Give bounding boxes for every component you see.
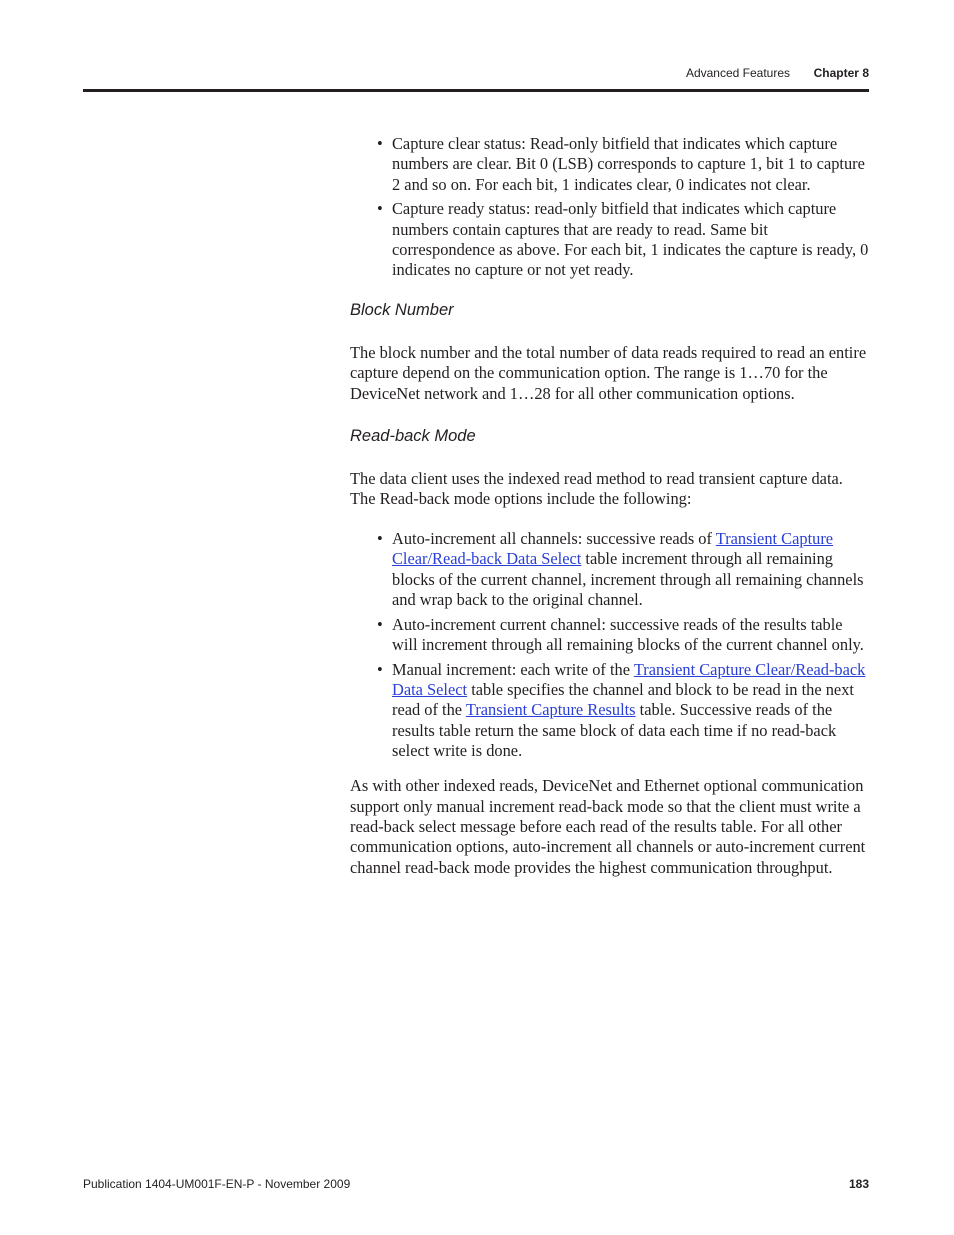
list-item (377, 199, 870, 280)
main-content (350, 134, 870, 878)
bullet-text: Capture ready status: read-only bitfield that indicates which capture numbers contain captures that are ready to read. Same bit correspondence as above. For each bit, 1 indicates the capture is ready, 0 indicates no capture or not yet ready. (392, 199, 869, 280)
page-header (83, 66, 869, 82)
readback-closing-paragraph: As with other indexed reads, DeviceNet and Ethernet optional communication support only manual increment read-back mode so that the client must write a read-back select message before each read of the results table. For all other communication options, auto-increment all channels or auto-increment current channel read-back mode provides the highest communication throughput. (350, 776, 866, 877)
bullet-text-post: table increment through all remaining blocks of the current channel, increment through all remaining channels and wrap back to the original channel. (392, 549, 864, 609)
header-chapter-label: Chapter 8 (813, 66, 869, 80)
readback-intro-paragraph: The data client uses the indexed read method to read transient capture data. The Read-back mode options include the following: (350, 468, 843, 509)
header-section-title: Advanced Features (685, 66, 790, 80)
bullet-icon: • (377, 134, 383, 153)
block-number-heading: Block Number (350, 300, 454, 319)
bullet-text-mid: table specifies the channel and block to be read in the next read of the (392, 680, 854, 720)
list-item (377, 614, 870, 656)
readback-bullet-list (350, 529, 870, 761)
page-footer (83, 1177, 869, 1193)
bullet-text: Auto-increment current channel: successive reads of the results table will increment through all remaining blocks of the current channel only. (392, 614, 864, 655)
status-bullet-list (350, 134, 870, 281)
block-number-paragraph: The block number and the total number of data reads required to read an entire capture depend on the communication option. The range is 1…70 for the DeviceNet network and 1…28 for all other communication options. (350, 343, 867, 403)
bullet-icon: • (377, 659, 383, 679)
bullet-text-post: table. Successive reads of the results table return the same block of data each time if no read-back select write is done. (392, 700, 837, 761)
transient-capture-clear-link[interactable]: Transient Capture Clear/Read-back Data Select (392, 659, 866, 700)
bullet-text: Capture clear status: Read-only bitfield that indicates which capture numbers are clear. Bit 0 (LSB) corresponds to capture 1, bit 1 to capture 2 and so on. For each bit, 1 indicates clear, 0 indicates not clear. (392, 134, 865, 194)
page-number: 183 (848, 1177, 869, 1191)
readback-mode-heading: Read-back Mode (350, 426, 476, 445)
bullet-text-pre: Manual increment: each write of the (392, 659, 634, 679)
transient-capture-results-link[interactable]: Transient Capture Results (465, 700, 636, 720)
bullet-text-pre: Auto-increment all channels: successive reads of (392, 529, 716, 549)
header-rule (83, 89, 869, 92)
bullet-icon: • (377, 614, 383, 634)
list-item (377, 529, 870, 610)
bullet-icon: • (377, 199, 383, 219)
bullet-icon: • (377, 529, 383, 549)
list-item (377, 659, 870, 761)
transient-capture-clear-link[interactable]: Transient Capture Clear/Read-back Data Select (392, 529, 834, 569)
publication-number: Publication 1404-UM001F-EN-P - November 2009 (83, 1177, 351, 1191)
list-item (377, 134, 870, 195)
